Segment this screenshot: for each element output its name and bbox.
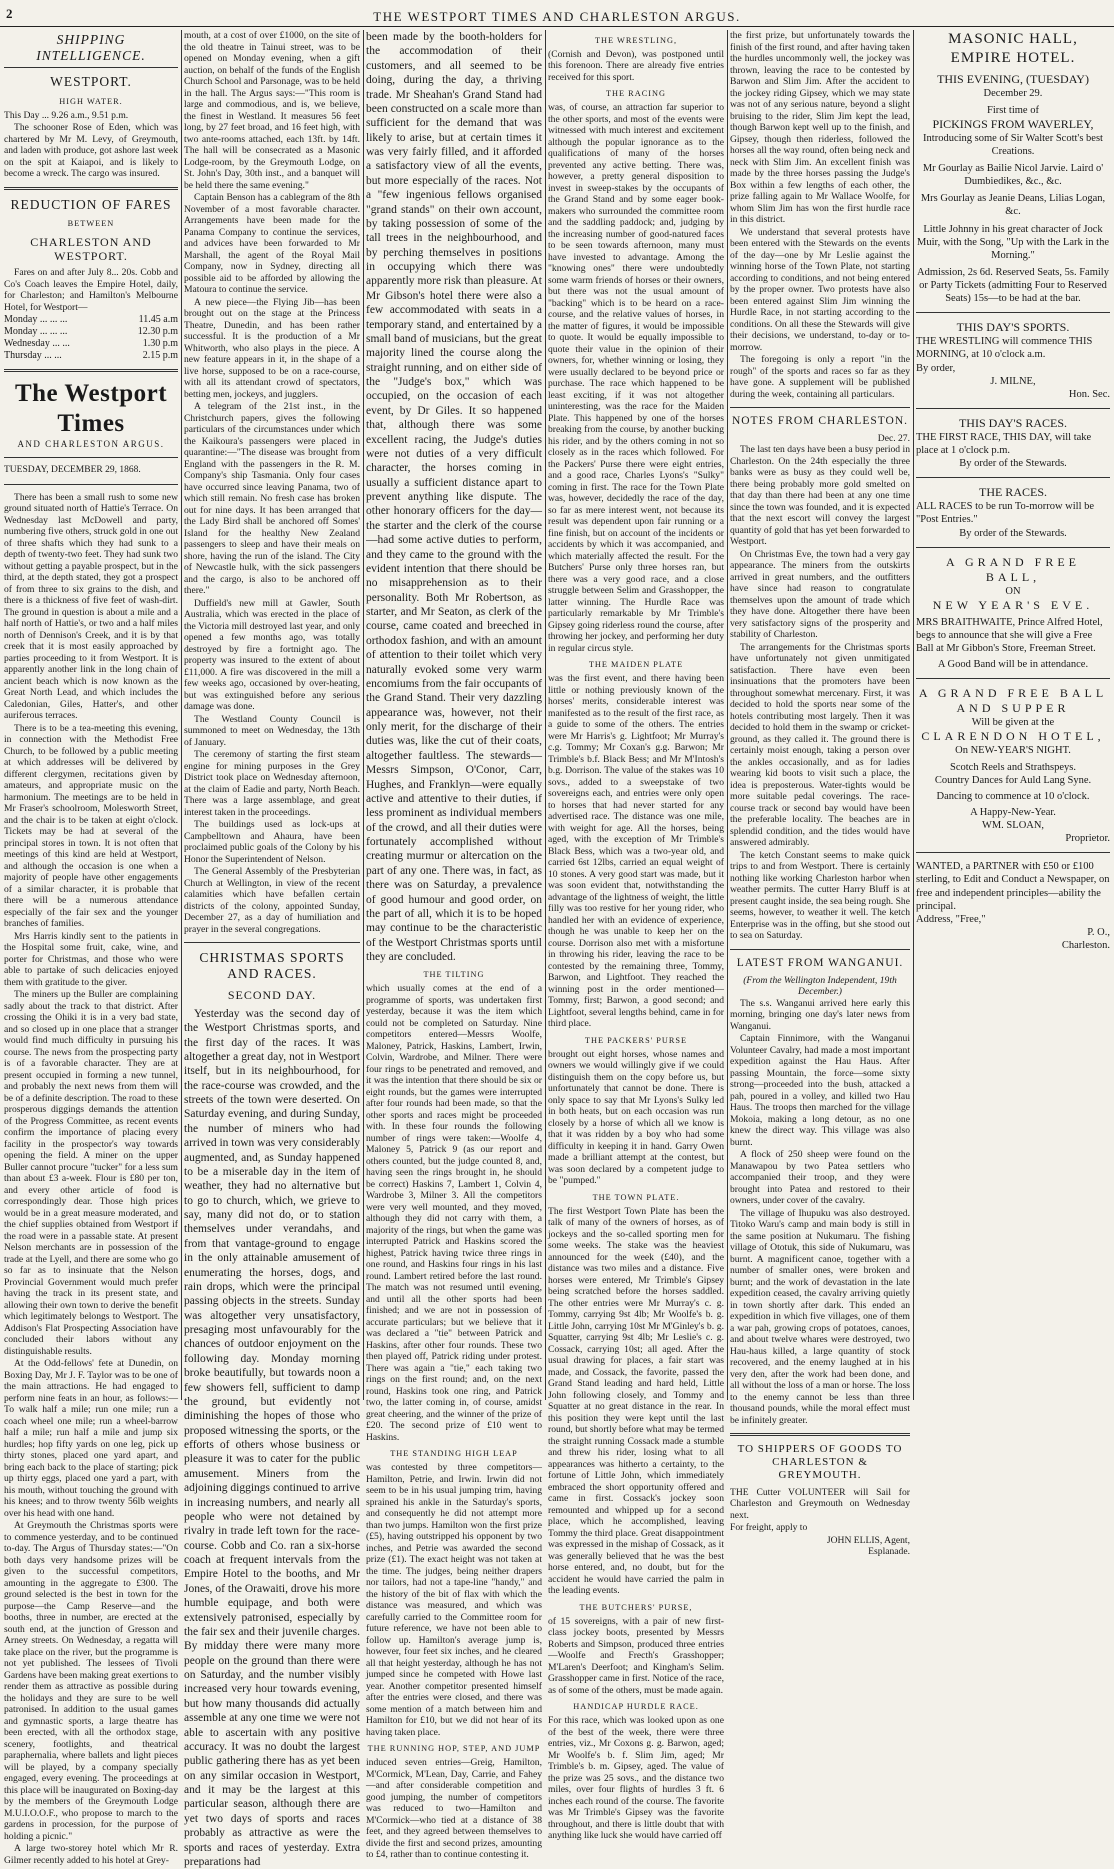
divider: [4, 484, 178, 485]
table-row: [4, 338, 178, 350]
divider: [4, 457, 178, 458]
article-paragraph: At Greymouth the Christmas sports were to commence yesterday, and to be continued to-day. The Argus of Thursday states:—"On both days very handsome prizes will be given to the successful competitors, amounting in the aggregate to £300. The ground selected is the best in town for the purpose—the Camp Reserve—and the booths, three in number, are erected at the south end, at the junction of Gresson and Arney streets. On Wednesday, a regatta will take place on the river, but the programme is not yet published. The lessees of Tivoli Gardens have been making great exertions to render them as attractive as possible during the holidays and they are sure to be well patronised. In addition to the usual games and gymnastic sports, a large theatre has been erected, with all the orthodox stage, scenery, footlights, and theatrical paraphernalia, where ballets and light pieces will be played, by a company specially engaged, every evening. The proceedings at this place will be inaugurated on Boxing-day by the members of the Greymouth Lodge M.U.I.O.O.F., who propose to march to the gardens in procession, for the purpose of holding a picnic.": [4, 1520, 178, 1842]
article-paragraph: The last ten days have been a busy period in Charleston. On the 24th especially the three banks were as busy as they could well be, there being probably more gold smelted on that day than there had been at any one time since the town was founded, and it is expected that the next escort will convey the largest quantity of gold that has yet been forwarded to Westport.: [730, 444, 910, 548]
sloan-title: Proprietor.: [1065, 833, 1110, 845]
fares-heading: REDUCTION OF FARES: [10, 196, 172, 212]
fare-day: Monday ... ... ...: [4, 314, 68, 326]
article-paragraph: Captain Finnimore, with the Wanganui Volunteer Cavalry, had made a most important expedition against the Hau Haus. After passing Mountain, the force—some sixty strong—proceeded into the bush, attacked a pah, poured in a volley, and killed two Hau Haus. The troops then marched for the village Mokoia, making a long detour, as no one knew the direct way. This village was also burnt.: [730, 1033, 910, 1148]
article-paragraph: (Cornish and Devon), was postponed until this forenoon. There are already five entries received for this sport.: [548, 48, 724, 83]
mrs-gourlay-line: Mrs Gourlay as Jeanie Deans, Lilias Logan, &c.: [920, 193, 1106, 218]
fare-day: Thursday ... ...: [4, 350, 62, 362]
sloan-name: WM. SLOAN,: [981, 820, 1045, 831]
dancing-line: Dancing to commence at 10 o'clock.: [936, 790, 1090, 802]
wanted-text: WANTED, a PARTNER with £50 or £100 sterling, to Edit and Conduct a Newspaper, on free and independent principles—ability the principal.: [916, 861, 1110, 912]
article-paragraph: A new piece—the Flying Jib—has been brought out on the stage at the Princess Theatre, Dunedin, and has been rather successful. It is the production of a Mr Whitworth, who also plays in the piece. A new feature appears in it, in the shape of a live horse, supposed to be on a race-course, with all its attendant crowd of spectators, betting men, jockeys, and jugglers.: [184, 296, 360, 400]
article-paragraph: A telegram of the 21st inst., in the Christchurch papers, gives the following particulars of the circumstances under which the Kaikoura's passengers were placed in quarantine:—"The disease was brought from England with the passengers in the R. M. Company's ship Tasmania. Only four cases have occurred since leaving Panama, two of which still remain. No fresh case has broken out for nine days. It has been arranged that the Lady Bird shall be anchored off Somes' Island for the healthy New Zealand passengers to sleep and have their meals on shore, having the run of the island. The City of Newcastle hulk, with the sick passengers and the cargo, is also to be anchored off there.": [184, 401, 360, 596]
article-paragraph: brought out eight horses, whose names and owners we would willingly give if we could distinguish them on the copy before us, but unfortunately that cannot be done. There is only space to say that Mr Lyons's Sulky led in both heats, but on each occasion was run closely by a horse of which all we know is that it was ridden by a boy who had some difficulty in keeping it in hand. Garry Owen made a brilliant attempt at the contest, but was soon declared by a competent judge to be "pumped.": [548, 1048, 724, 1187]
band-line: A Good Band will be in attendance.: [937, 659, 1089, 671]
divider: [916, 852, 1110, 853]
hurdle-heading: HANDICAP HURDLE RACE.: [573, 1702, 699, 1712]
column-3: [366, 30, 542, 1861]
article-paragraph: The Westland County Council is summoned to meet on Wednesday, the 13th of January.: [184, 713, 360, 748]
article-paragraph: Duffield's new mill at Gawler, South Australia, which was erected in the place of the Victoria mill destroyed last year, and only opened a few months ago, was totally destroyed by fire a fortnight ago. The property was insured to the extent of about £11,000. A fire was discovered in the mill a few weeks ago, occasioned by over-heating, but was extinguished before any serious damage was done.: [184, 597, 360, 712]
article-paragraph: was the first event, and there having been little or nothing previously known of the horses' merits, considerable interest was manifested as to the result of the first race, as a guide to some of the others. The entries were Mr Harris's g. Lightfoot; Mr Murray's c.g. Tommy; Mr Coxan's g.g. Barwon; Mr Trimble's b.f. Black Bess; and Mr M'Intosh's b.g. Dorrison. The value of the stakes was 10 sovs., added to a sweepstake of two sovereigns each, and entries were only open to horses that had never started for any advertised race. The distance was one mile, with weight for age. All the horses, being aged, with the exception of Mr Trimble's Black Bess, which was a two-year old, and carried 6st 12lbs, carried an equal weight of 10 stones. A very good start was made, but it was soon evident that, notwithstanding the advantage of the lightness of weight, the little filly was too restive for her young rider, who handled her with an evidence of experience, though he was unable to keep her on the course. Dorrison also met with a misfortune in throwing his rider, leaving the race to be contested by the remaining three, Tommy, Barwon, and Lightfoot. They reached the winning post in the order mentioned—Tommy, first; Barwon, a good second; and Lightfoot, several lengths behind, came in for third place.: [548, 673, 724, 1030]
article-paragraph: At the Odd-fellows' fete at Dunedin, on Boxing Day, Mr J. F. Taylor was to be one of the main attractions. He had engaged to perform nine feats in an hour, as follows:—To walk half a mile; run one mile; run a coach wheel one mile; run a wheel-barrow half a mile; run half a mile and jump six hurdles; hop fifty yards on one leg, pick up thirty stones, placed one yard apart, and bring each back to the place of starting; pick up thirty eggs, placed one yard a part, with his mouth, without touching the ground with his knees; and to throw twenty 56lb weights over his head with one hand.: [4, 1358, 178, 1519]
article-paragraph: The miners up the Buller are complaining sadly about the track to that district. After crossing the Ohiki it is in a very bad state, and so closed up in one place that a stranger would find much difficulty in pursuing his course. The news from the prospecting party is of a favorable character. They are at present occupied in forming a new tunnel, and probably the next news from them will be of a definite description. The road to these prosperous diggings demands the attention of the Progress Committee, as recent events confirm the importance of placing every facility in the prospector's way towards opening the field. A miner on the upper Buller cannot procure "tucker" for a less sum than about £3 a-week. Flour is £80 per ton, and every other article of food is correspondingly dear. Those high prices would be in a great measure moderated, and the chief supplies obtained from Westport if the road were in a passable state. At present Nelson merchants are in possession of the trade at the Lyell, and there are some who go so far as to insinuate that the Nelson Provincial Government would much prefer having the track in its present state, and allowing their own town to derive the benefit which legitimately belongs to Westport. The Addison's Flat Prospecting Association have concluded their labors without any distinguishable results.: [4, 989, 178, 1357]
article-paragraph: The foregoing is only a report "in the rough" of the sports and races so far as they have gone. A supplement will be published during the week, containing all particulars.: [730, 354, 910, 400]
article-paragraph: The ceremony of starting the first steam engine for mining purposes in the Grey District took place on Wednesday afternoon, at the claim of Eadie and party, North Beach. There was a large assemblage, and great interest taken in the proceedings.: [184, 749, 360, 818]
column-rule: [363, 30, 364, 1400]
article-paragraph: Captain Benson has a cablegram of the 8th November of a most favorable character. Arrangements have been made for the Panama Company to continue the services, and advices have been forwarded to Mr Marshall, the agent of the Royal Mail Company, now in Sydney, directing all possible aid to be afforded by allowing the Matoura to continue the service.: [184, 192, 360, 295]
table-row: [4, 350, 178, 362]
sports-ad-text: THE WRESTLING will commence THIS MORNING, at 10 o'clock a.m.: [916, 336, 1093, 361]
sports-ad-order: By order,: [916, 362, 956, 374]
fares-route: CHARLESTON AND WESTPORT.: [30, 234, 152, 264]
fares-table: [4, 314, 178, 362]
divider: [916, 678, 1110, 679]
article-paragraph: which usually comes at the end of a programme of sports, was undertaken first yesterday, because it was the item which could not be completed on Saturday. Nine competitors entered—Messrs Woolfe, Maloney, Patrick, Haskins, Lambert, Irwin, Colvin, Wardrobe, and Milner. There were four rings to be penetrated and removed, and it was the intention that there should be six or eight rounds, but the games were interrupted after four rounds had been made, so that the other sports and races might be proceeded with. In these four rounds the following number of rings were taken:—Woolfe 4, Maloney 5, Patrick 9 (as our report and others counted, but the judge counted 8, and, having seen the rings brought in, he should be correct) Haskins 7, Lambert 1, Colvin 4, Wardrobe 3, Milner 3. All the competitors were very well mounted, and they moved, although they did not carry with them, a majority of the rings, but when the game was interrupted Patrick and Haskins scored the highest, Patrick having twice three rings in one round, and Haskins four rings in his last round. Lambert retired before the last round. The match was not resumed until evening, and until all the other sports had been finished; and we are not in possession of accurate particulars; but we believe that it was declared a "tie" between Patrick and Haskins, after other four rounds. These two then played off, Patrick riding under protest. There was again a "tie," each taking two rings on the first round; and, on the next round, Haskins took one ring, and Patrick two, the latter coming in, of course, amidst great cheering, and the winner of the prize of £20. The second prize of £10 went to Haskins.: [366, 983, 542, 1443]
divider: [4, 187, 178, 190]
shippers-place: Esplanade.: [868, 1546, 910, 1558]
divider: [730, 949, 910, 950]
packers-heading: THE PACKERS' PURSE: [584, 1035, 688, 1045]
article-paragraph: A large two-storey hotel which Mr R. Gilmer recently added to his hotel at Grey-: [4, 1843, 178, 1866]
article-paragraph: mouth, at a cost of over £1000, on the site of the old theatre in Tainui street, was to be opened on Monday evening, when a gift auction, on behalf of the funds of the English Church School and Parsonage, was to be held in the hall. The Argus says:—"This room is large and commodious, and is, we believe, the finest in Westland. It measures 56 feet long, by 27 feet broad, and 16 feet high, with two ante-rooms attached, each 13ft. by 14ft. The hall will be consecrated as a Masonic Lodge-room, by the Greymouth Lodge, on St. John's Day, 30th inst., and a banquet will be held there the same evening.": [184, 30, 360, 191]
shipping-heading: SHIPPING INTELLIGENCE.: [4, 32, 178, 68]
article-paragraph: On Christmas Eve, the town had a very gay appearance. The miners from the outskirts arrived in great numbers, and the outfitters have since had reason to congratulate themselves upon the amount of trade which they have done. Altogether there have been very satisfactory signs of the prosperity and stability of Charleston.: [730, 548, 910, 641]
johnny-line: Little Johnny in his great character of Jock Muir, with the Song, "Up with the Lark in the Morning.": [917, 223, 1109, 261]
reels-line: Scotch Reels and Strathspeys.: [950, 761, 1076, 773]
clarendon-hotel: CLARENDON HOTEL,: [921, 729, 1105, 744]
sports-subheading: SECOND DAY.: [227, 988, 317, 1003]
wanted-place: Charleston.: [1061, 940, 1110, 951]
page-number: 2: [6, 6, 13, 21]
ball-title: A GRAND FREE BALL,: [945, 554, 1080, 584]
races2-ad-order: By order of the Stewards.: [959, 527, 1067, 539]
article-paragraph: We understand that several protests have been entered with the Stewards on the events of the day—one by Mr Leslie against the winning horse of the Town Plate, not starting according to conditions, and not being entered by the proper owner. Two protests have also been entered against Slim Jim winning the Hurdle Race, in not starting according to the conditions. On all these the Stewards will give their decisions, we understand, to-day or to-morrow.: [730, 226, 910, 353]
article-paragraph: The arrangements for the Christmas sports have unfortunately not given unmitigated satisfaction. There have even been insinuations that the promoters have been throughout somewhat mercenary. First, it was decided to hold the sports near some of the hotels contributing most largely. Then it was decided to hold them in the swamp or cricket-ground, as they called it. The ground there is certainly moist enough, taking a person over the ankles occasionally, and as for ladies wearing kid boots to visit such a place, the idea is preposterous. Water-tights would be more suitable pedal coverings. The race-course track or second bay would have been the preferable locality. The beaches are in splendid condition, and the tides would have answered admirably.: [730, 641, 910, 849]
tilting-heading: THE TILTING: [423, 970, 485, 980]
milne-title: Hon. Sec.: [1068, 388, 1110, 400]
admission-line: Admission, 2s 6d. Reserved Seats, 5s. Family or Party Tickets (admitting Four to Reserved Seats) 15s—to be had at the bar.: [917, 266, 1109, 305]
article-paragraph: The General Assembly of the Presbyterian Church at Wellington, in view of the recent calamities which have befallen certain districts of the colony, appointed Sunday, December 27, as a day of humiliation and prayer in the several congregations.: [184, 866, 360, 935]
masthead-block: [4, 379, 178, 450]
article-paragraph: induced seven entries—Greig, Hamilton, M'Cormick, M'Lean, Day, Carrie, and Fahey—and after considerable competition and good jumping, the number of competitors was reduced to two—Hamilton and M'Cormick—who tied at a distance of 38 feet, and they agreed between themselves to divide the first and second prizes, amounting to £4, rather than to continue contesting it.: [366, 1757, 542, 1861]
braithwaite-text: MRS BRAITHWAITE, Prince Alfred Hotel, begs to announce that she will give a Free Ball at Mr Gibbon's Store, Freeman Street.: [916, 616, 1103, 654]
divider: [184, 942, 360, 943]
divider: [730, 407, 910, 408]
fares-between: BETWEEN: [67, 218, 115, 228]
column-rule: [913, 30, 914, 1400]
ball2-given: Will be given at the: [971, 717, 1055, 729]
masonic-title: MASONIC HALL, EMPIRE HOTEL.: [948, 31, 1078, 66]
fare-day: Monday ... ... ...: [4, 326, 68, 338]
leap-heading: THE STANDING HIGH LEAP: [390, 1449, 518, 1459]
fares-paragraph: Fares on and after July 8... 20s. Cobb and Co's Coach leaves the Empire Hotel, daily, for Charleston; and Hamilton's Melbourne Hotel, for Westport—: [4, 267, 178, 313]
wanted-po: P. O.,: [1087, 926, 1110, 938]
races-ad-title: THIS DAY'S RACES.: [958, 415, 1068, 430]
evening-line: THIS EVENING, (TUESDAY): [937, 71, 1089, 86]
high-water-times: This Day ... 9.26 a.m., 9.51 p.m.: [4, 109, 129, 121]
gourlay-line: Mr Gourlay as Bailie Nicol Jarvie. Laird o' Dumbiedikes, &c., &c.: [922, 163, 1104, 188]
article-paragraph: There has been a small rush to some new ground situated north of Hattie's Terrace. On Wednesday last McDowell and party, numbering five others, struck gold in one out of three shafts which they had sunk to a depth of twenty-two feet. They had sunk two without getting a payable prospect, but in the third, at the depth stated, they got a prospect of from three to six grains to the dish, and there is a thickness of five feet of wash-dirt. The ground in question is about a mile and a half north of Hattie's, or two and a half miles north of Dennison's Creek, and it is by that creek that it is most easily approached by parties proceeding to it from Westport. It is apparently another link in the long chain of ancient beach which is now known as the Great North Lead, and which includes the Caledonian, Giles, Hatter's, and other auriferous terraces.: [4, 491, 178, 722]
article-paragraph: The village of Ihupuku was also destroyed. Titoko Waru's camp and main body is still in the same position at Nukumaru. The fishing village of Ototuk, this side of Nukumaru, was burnt. A magnificent canoe, together with a number of smaller ones, were broken and burnt; and the work of devastation in the late expedition ceased, the cavalry arriving quietly in town shortly after dark. This ended an expedition in which five villages, one of them a war pah, growing crops of potatoes, canoes, and about twelve whares were destroyed, two Hau-haus killed, a large quantity of stock recovered, and the enemy laughed at in his very den, after the work had been done, and all without the loss of a man or horse. The loss to the enemy cannot be less than three thousand pounds, while the moral effect must be infinitely greater.: [730, 1207, 910, 1426]
butchers-heading: THE BUTCHERS' PURSE,: [579, 1602, 693, 1612]
dateline: TUESDAY, DECEMBER 29, 1868.: [4, 465, 141, 476]
column-rule: [545, 30, 546, 1400]
first-time: First time of: [987, 104, 1039, 116]
divider: [916, 547, 1110, 548]
races-ad-text: THE FIRST RACE, THIS DAY, will take place at 1 o'clock p.m.: [916, 431, 1092, 456]
fare-time: 1.30 p.m: [142, 338, 178, 350]
shippers-text: THE Cutter VOLUNTEER will Sail for Charleston and Greymouth on Wednesday next.: [730, 1486, 910, 1521]
column-6-advertisements: [916, 30, 1110, 1402]
table-row: [4, 326, 178, 338]
article-paragraph: The first Westport Town Plate has been the talk of many of the owners of horses, as of jockeys and the so-called sporting men for some weeks. The stake was the heaviest announced for the week (£40), and the distance was two miles and a distance. Five horses were entered, Mr Trimble's Gipsey being scratched before the horses saddled. The other entries were Mr Murray's c. g. Tommy, carrying 9st 4lb; Mr Woolfe's b. g. Little John, carrying 10st Mr M'Ginley's b. g. Squatter, carrying 9st 4lb; Mr Leslie's c. g. Cossack, carrying 10st; all aged. After the usual drawing for places, a fair start was made, and Cossack, the favorite, passed the Grand Stand leading and hard held, Little John following closely, and Tommy and Squatter at no great distance in the rear. In this position they were kept until the last round, but shortly before what may be termed the straight running Cossack made a stumble and threw his rider, losing what to all appearances was hitherto a certainty, to the fortune of Little John, which immediately embraced the short opportunity offered and came in first. Cossack's jockey soon remounted and whipped up for a second place, which he accomplished, leaving Tommy the third place. Great disappointment was expressed in the mishap of Cossack, as it was generally believed that he was the best horse entered, and, no doubt, but for the accident he would have carried the palm in the leading events.: [548, 1205, 724, 1597]
article-paragraph: was, of course, an attraction far superior to the other sports, and most of the events were witnessed with much interest and excitement although the popular ignorance as to the qualifications of many of the horses prevented any active betting. There was, however, a pretty general disposition to invest in sweep-stakes by the occupants of the Grand Stand and by some eager book-makers who surrounded the committee room and the saddling paddock; and, judging by the increasing number of good-natured faces to be seen towards afternoon, many must have invested to advantage. Among the "knowing ones" there were undoubtedly some warm friends of horses or their owners, but there was not the usual amount of "backing" which is to be heard on a race-course, and the relative values of horses, in the matter of figures, it would be impossible to quote. It would be equally impossible to quote their value in the opinion of their owners, for, whether winning or losing, they were usually declared to be beyond price or purchase. The race which happened to be least exciting, if it was not altogether uninteresting, was the race for the Maiden Plate. This happened by one of the horses breaking from the course, by another bucking his rider, and by the others coming in not so closely as in the races which followed. For the Packers' Purse there were eight entries, and a good race, Charles Lyons's "Sulky" coming in first. The race for the Town Plate was, however, decidedly the race of the day, so far as mere interest went, not because its result was dependent upon fair running or a fine finish, but on account of the incidents or accidents by which it was accompanied, and which materially affected the result. For the Butchers' Purse only three horses ran, but there was a very good race, and a close struggle between Selim and Grasshopper, the latter winning. The Hurdle Race was particularly remarkable by Mr Trimble's Gipsey going riderless round the course, after throwing her jockey, and performing her duty in regular circus style.: [548, 102, 724, 654]
races-ad-order: By order of the Stewards.: [959, 458, 1067, 470]
page-header: [0, 4, 1114, 27]
shipping-paragraph: The schooner Rose of Eden, which was chartered by Mr M. Levy, of Greymouth, and laden with produce, got ashore last week on the spit at Kaiapoi, and is likely to become a wreck. The cargo was insured.: [4, 122, 178, 180]
shippers-agent: JOHN ELLIS, Agent,: [826, 1534, 910, 1546]
milne-name: J. MILNE,: [990, 375, 1036, 387]
hop-heading: THE RUNNING HOP, STEP, AND JUMP: [367, 1744, 541, 1754]
divider: [4, 369, 178, 372]
high-water-label: HIGH WATER.: [59, 96, 123, 106]
ball-eve: NEW YEAR'S EVE.: [932, 597, 1094, 612]
column-1: [4, 30, 178, 1866]
races2-ad-title: THE RACES.: [978, 485, 1047, 500]
divider: [916, 477, 1110, 478]
article-paragraph: The s.s. Wanganui arrived here early this morning, bringing one day's later news from Wanganui.: [730, 997, 910, 1032]
town-plate-heading: THE TOWN PLATE.: [592, 1192, 680, 1202]
shippers-freight: For freight, apply to: [730, 1522, 808, 1534]
evening-date: December 29.: [983, 87, 1043, 99]
introducing: Introducing some of Sir Walter Scott's best Creations.: [923, 132, 1103, 157]
running-masthead: THE WESTPORT TIMES AND CHARLESTON ARGUS.: [373, 9, 741, 24]
ball-on: ON: [1005, 585, 1021, 597]
sports-ad-title: THIS DAY'S SPORTS.: [956, 320, 1070, 335]
fare-time: 12.30 p.m: [137, 326, 178, 338]
ball2-title: A GRAND FREE BALL AND SUPPER: [918, 686, 1108, 716]
wanganui-heading: LATEST FROM WANGANUI.: [736, 956, 904, 969]
column-rule: [727, 30, 728, 1400]
column-rule: [181, 30, 182, 1400]
fare-time: 2.15 p.m: [142, 350, 178, 362]
new-year-night: On NEW-YEAR'S NIGHT.: [955, 745, 1071, 757]
article-paragraph: The ketch Constant seems to make quick trips to and from Westport. There is certainly nothing like working Charleston harbor when weather permits. The cutter Harry Bluff is at present caught inside, the sea being rough. She seems, however, to weather it well. The ketch Enterprise was in the offing, but she stood out to sea on Saturday.: [730, 849, 910, 942]
article-paragraph: There is to be a tea-meeting this evening, in connection with the Methodist Free Church, to be followed by a public meeting at which addresses will be delivered by different clergymen, recitations given by amateurs, and appropriate music on the harmonium. The meetings are to be held in Mr Fraser's schoolroom, Molesworth Street, and the chair is to be taken at eight o'clock. Tickets may be had at several of the principal stores in town. It is not often that meetings of this kind are held at Westport, and although the occasion is one when a majority of people have other engagements of a similar character, it is probable that there will be a numerous attendance especially of the fair sex and the younger branches of families.: [4, 722, 178, 930]
racing-heading: THE RACING: [605, 89, 666, 99]
article-paragraph: was contested by three competitors—Hamilton, Petrie, and Irwin. Irwin did not seem to be in his usual jumping trim, having sprained his ankle in the Saturday's sports, and consequently he did not attempt more than two jumps. Hamilton won the first prize (£5), having outstripped his opponent by two inches, and Petrie was awarded the second prize (£1). The exact height was not taken at the time. The judges, being neither drapers nor tailors, had not a tape-line "handy," and the history of the bit of flax with which the distance was measured, and which was carefully carried to the Committee room for future reference, we have not been able to follow up. Hamilton's average jump is, however, four feet six inches, and he cleared all that height yesterday, although he has not jumped since he competed with Howe last year. Another competitor presented himself after the entries were closed, and there was some mention of a match between him and Hamilton for £10, but we did not hear of its having taken place.: [366, 1462, 542, 1738]
divider: [916, 312, 1110, 313]
article-paragraph: Mrs Harris kindly sent to the patients in the Hospital some fruit, cake, wine, and porter for Christmas, and those who were able to partake of such delicacies enjoyed them with gratitude to the giver.: [4, 930, 178, 988]
article-paragraph: the first prize, but unfortunately towards the finish of the first round, and after having taken the hurdles uncommonly well, the jockey was thrown, leaving the race to be contested by Barwon and Slim Jim. After the accident to the jockey riding Gipsey, which we may state was not of any serious nature, beyond a slight bruising to the rider, Slim Jim kept the lead, though Barwon kept well up to the finish, and Gipsey, though then riderless, followed the horses all the way round, often being neck and neck with Slim Jim. An excellent finish was made by the three horses passing the Judge's Box within a few lengths of each other, the prize falling again to Mr Wallace Woolfe, for whom Slim Jim has won the first hurdle race in this district.: [730, 30, 910, 225]
article-paragraph: Yesterday was the second day of the Westport Christmas sports, and the first day of the races. It was altogether a great day, not in Westport itself, but in its neighbourhood, for the race-course was crowded, and the streets of the town were deserted. On Saturday evening, and during Sunday, the number of miners who had arrived in town was very considerably augmented, and, as Sunday happened to be a miserable day in the item of weather, they had no alternative but to go to church, which, we grieve to say, many did not do, or to station themselves under verandahs, and from that vantage-ground to engage in the only attainable amusement of enumerating the horses, dogs, and rain drops, which were the principal passing objects in the streets. Sunday was altogether very unsatisfactory, presaging most unfavourably for the chances of outdoor enjoyment on the following day. Monday morning broke beautifully, but towards noon a few showers fell, sufficient to damp the ground, but evidently not diminishing the hopes of those who proposed witnessing the sports, or the efforts of others whose business or pleasure it was to cater for the public amusement. Miners from the adjoining diggings continued to arrive in increasing numbers, and nearly all people who were not detained by rivalry in trade left town for the race-course. Cobb and Co. ran a six-horse coach at frequent intervals from the Empire Hotel to the booths, and Mr Jones, of the Orawaiti, drove his more humble equipage, and both were extensively patronised, especially by the fair sex and their juvenile charges. By midday there were many more people on the ground than there were on Saturday, and the number visibly increased very hour towards evening, but how many thousands did actually assemble at any one time we were not able to ascertain with any positive accuracy. It was no doubt the largest public gathering there has as yet been on any similar occasion in Westport, and it may be the largest at this particular season, although there are yet two days of sports and races probably as attractive as were the sports and races of yesterday. Extra preparations had: [184, 1007, 360, 1868]
article-paragraph: of 15 sovereigns, with a pair of new first-class jockey boots, presented by Messrs Roberts and Simpson, produced three entries—Woolfe and Frecth's Grasshopper; M'Laren's Deerfoot; and Kingham's Selim. Grasshopper came in first. Notice of the race, as of some of the others, must be made again.: [548, 1615, 724, 1696]
port-heading: WESTPORT.: [50, 74, 132, 90]
shippers-heading: TO SHIPPERS OF GOODS TO CHARLESTON & GREYMOUTH.: [737, 1443, 903, 1482]
wanganui-source: (From the Wellington Independent, 19th December.): [743, 974, 897, 998]
article-paragraph: The buildings used as lock-ups at Campbelltown and Ahaura, have been proclaimed public goals of the Colony by his Honor the Superintendent of Nelson.: [184, 819, 360, 865]
wanted-address: Address, "Free,": [916, 913, 986, 925]
column-4: [548, 30, 724, 1842]
column-5: [730, 30, 910, 1558]
maiden-heading: THE MAIDEN PLATE: [588, 660, 684, 670]
fare-day: Wednesday ... ...: [4, 338, 70, 350]
divider: [730, 1433, 910, 1436]
pickings-title: PICKINGS FROM WAVERLEY,: [932, 116, 1094, 131]
article-paragraph: For this race, which was looked upon as one of the best of the week, there were three entries, viz., Mr Coxons g. g. Barwon, aged; Mr Woolfe's b. f. Slim Jim, aged; Mr Trimble's b. m. Gipsey, aged. The value of the prize was 25 sovs., and the distance two miles, over four flights of hurdles 3 ft. 6 inches each round of the course. The favorite was Mr Trimble's Gipsey was the favorite throughout, and there is little doubt that with anything like luck she would have carried off: [548, 1715, 724, 1842]
fare-time: 11.45 a.m: [138, 314, 178, 326]
table-row: [4, 314, 178, 326]
notes-date: Dec. 27.: [877, 432, 910, 444]
divider: [916, 408, 1110, 409]
article-paragraph: A flock of 250 sheep were found on the Manawapou by two Patea settlers who accompanied their troop, and they were brought into Patea and restored to their owners, under cover of the cavalry.: [730, 1149, 910, 1207]
wrestling-heading: THE WRESTLING,: [594, 36, 678, 45]
races2-ad-text: ALL RACES to be run To-morrow will be "Post Entries.": [916, 501, 1095, 526]
masthead-subtitle: AND CHARLESTON ARGUS.: [17, 439, 165, 450]
sports-heading: CHRISTMAS SPORTS AND RACES.: [199, 950, 345, 982]
notes-heading: NOTES FROM CHARLESTON.: [731, 415, 909, 427]
column-2: [184, 30, 360, 1868]
masthead-title: The Westport Times: [14, 380, 168, 438]
country-line: Country Dances for Auld Lang Syne.: [934, 774, 1092, 786]
happy-line: A Happy-New-Year.: [970, 806, 1056, 818]
article-paragraph: been made by the booth-holders for the accommodation of their customers, and all seemed to be doing, during the day, a thriving trade. Mr Sheahan's Grand Stand had been constructed on a scale more than sufficient for the demand that was likely to arise, but at certain times it was very fairly filled, and it afforded a satisfactory view of all the events, but more especially of the races. Not a "few ingenious fellows organised "grand stands" on their own account, by taking possession of some of the tall trees in the neighbourhood, and by perching themselves in positions in occupying which there was apparently more risk than pleasure. At Mr Gibson's hotel there were also a few accommodated with seats in a temporary stand, and entertained by a small band of musicians, but the great majority lined the course along the straight running, and on either side of the "Judge's box," which was occupied, on the occasion of each event, by Dr Giles. It so happened that, although there was some excellent racing, the Judge's duties were not duties of a very difficult character, the horses coming in usually a sufficient distance apart to prevent anything like dispute. The other honorary officers for the day—the starter and the clerk of the course—had some active duties to perform, and they came to the ground with the evident intention that there should be no misapprehension as to their personality. Both Mr Robertson, as starter, and Mr Seaton, as clerk of the course, came coated and breeched in orthodox fashion, and with an amount of attention to their toilet which very naturally evoked some very warm encomiums from the fair occupants of the Grand Stand. Their very dazzling appearance was, however, not their only merit, for the discharge of their duties was, like the cut of their coats, altogether faultless. The stewards—Messrs Simpson, O'Conor, Carr, Hughes, and Franklyn—were equally active and attentive to their duties, if less prominent as individual members of the crowd, and all their duties were fortunately accomplished without creating murmur or altercation on the part of any one. There was, in fact, as there was on Saturday, a prevalence of good humour and good order, on the part of all, which it is to be hoped may continue to be the characteristic of the Westport Christmas sports until they are concluded.: [366, 31, 542, 963]
